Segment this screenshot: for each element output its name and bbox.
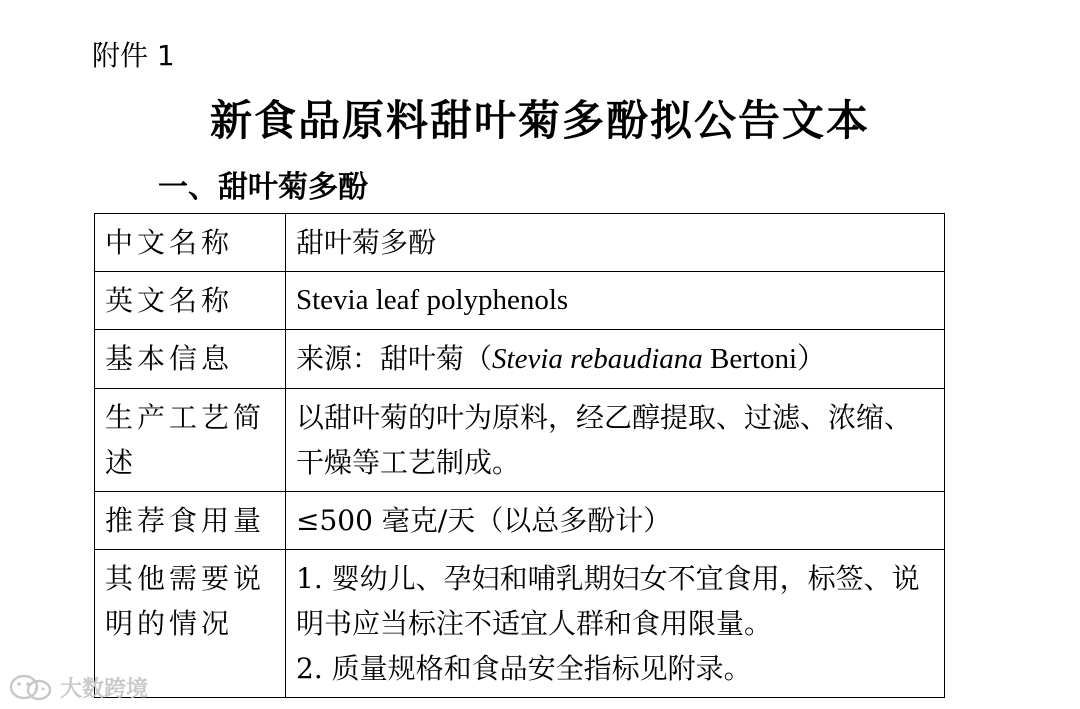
row-label: 推荐食用量 [95,492,286,550]
row-label: 其他需要说明的情况 [95,550,286,698]
weixin-logo-icon [8,673,54,703]
row-label: 英文名称 [95,272,286,330]
table-row-english-name [95,272,945,330]
watermark [8,672,148,703]
table-row-basic-info [95,330,945,389]
table-row-recommended-intake [95,492,945,550]
row-value: 甜叶菊多酚 [286,214,945,272]
table-row-other-notes [95,550,945,698]
row-value: ≤500 毫克/天（以总多酚计） [286,492,945,550]
note-1: 1. 婴幼儿、孕妇和哺乳期妇女不宜食用，标签、说明书应当标注不适宜人群和食用限量。 [296,562,920,640]
table-row-chinese-name [95,214,945,272]
row-label: 基本信息 [95,330,286,389]
note-2: 2. 质量规格和食品安全指标见附录。 [296,652,752,685]
attachment-label: 附件 1 [92,39,175,72]
species-name: Stevia rebaudiana [492,343,703,375]
info-table [94,213,945,698]
source-suffix: Bertoni） [702,343,827,375]
document-title: 新食品原料甜叶菊多酚拟公告文本 [209,96,870,145]
watermark-text: 大数跨境 [60,677,149,702]
row-label: 中文名称 [95,214,286,272]
table-row-production-process [95,389,945,492]
row-value [286,550,945,698]
source-prefix: 来源：甜叶菊（ [296,342,493,375]
row-value: Stevia leaf polyphenols [286,272,945,330]
row-label: 生产工艺简述 [95,389,286,492]
section-heading: 一、甜叶菊多酚 [158,170,368,205]
row-value: 以甜叶菊的叶为原料，经乙醇提取、过滤、浓缩、干燥等工艺制成。 [286,389,945,492]
row-value [286,330,945,389]
